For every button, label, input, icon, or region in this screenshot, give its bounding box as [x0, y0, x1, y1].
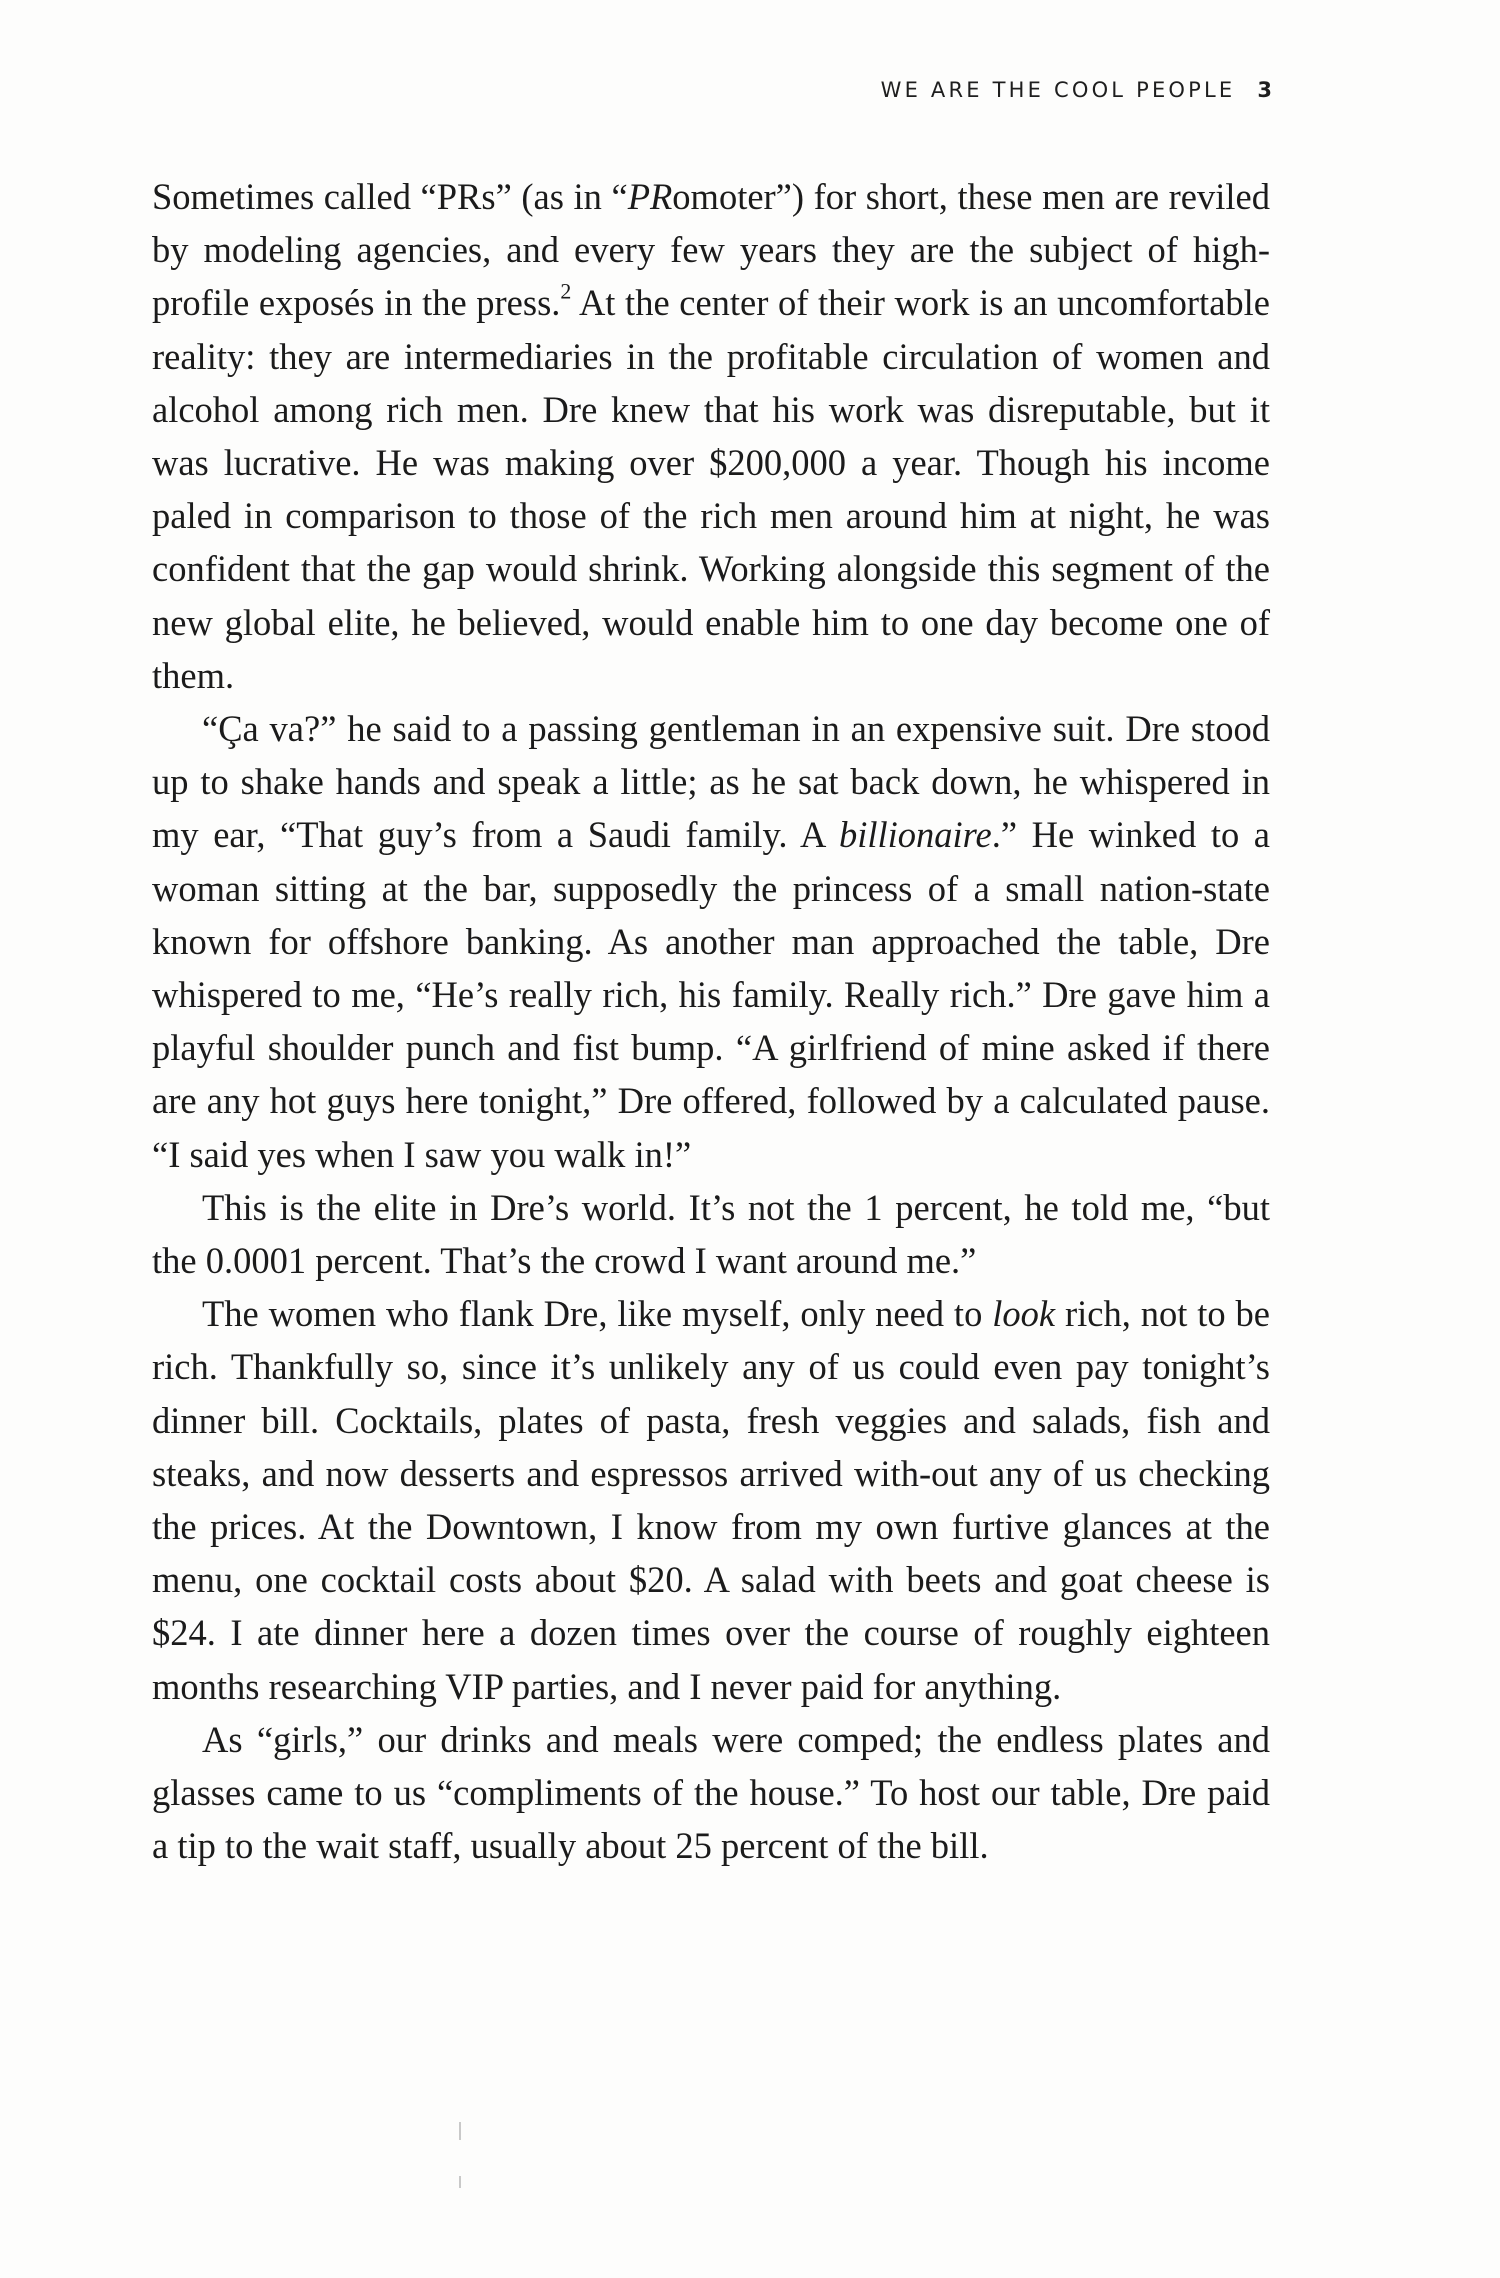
- paragraph-2-italic: billionaire: [838, 814, 992, 856]
- running-head: [881, 78, 1272, 102]
- footnote-marker[interactable]: 2: [560, 278, 572, 304]
- paragraph-5: As “girls,” our drinks and meals were comped; the endless plates and glasses came to us “compliments of the house.” To host our table, Dre paid a tip to the wait staff, usually about 25 percent of the bill.: [152, 1718, 1270, 1867]
- body-text: [152, 170, 1270, 1873]
- paragraph-4: [152, 1287, 1270, 1713]
- paragraph-1-text-a: Sometimes called “PRs” (as in “: [152, 176, 628, 217]
- page-number: 3: [1257, 78, 1272, 102]
- scan-mark: [459, 2176, 461, 2188]
- paragraph-4-italic: look: [992, 1293, 1056, 1335]
- paragraph-2-text-a: “Ça va?” he said to a passing gentleman in an expensive suit. Dre stood up to shake hands and speak a little; as he sat back down, he whispered in my ear, “That guy’s from a Saudi family. A: [152, 708, 1270, 856]
- paragraph-1-italic: PR: [627, 176, 673, 217]
- paragraph-2-text-b: .” He winked to a woman sitting at the bar, supposedly the princess of a small nation-state known for offshore banking. As another man approached the table, Dre whispered to me, “He’s really rich, his family. Really rich.” Dre gave him a playful shoulder punch and fist bump. “A girlfriend of mine asked if there are any hot guys here tonight,” Dre offered, followed by a calculated pause. “I said yes when I saw you walk in!”: [152, 814, 1270, 1175]
- paragraph-2: [152, 702, 1270, 1181]
- paragraph-1-text-b: omoter”) for short, these men are reviled by modeling agencies, and every few years they are the subject of high-profile exposés in the press.: [152, 176, 1270, 324]
- paragraph-1: [152, 170, 1270, 702]
- paragraph-1-text-c: At the center of their work is an uncomfortable reality: they are intermediaries in the profitable circulation of women and alcohol among rich men. Dre knew that his work was disreputable, but it was lucrative. He was making over $200,000 a year. Though his income paled in comparison to those of the rich men around him at night, he was confident that the gap would shrink. Working alongside this segment of the new global elite, he believed, would enable him to one day become one of them.: [152, 282, 1270, 696]
- paragraph-4-text-b: rich, not to be rich. Thankfully so, since it’s unlikely any of us could even pay tonight’s dinner bill. Cocktails, plates of pasta, fresh veggies and salads, fish and steaks, and now desserts and espressos arrived with-out any of us checking the prices. At the Downtown, I know from my own furtive glances at the menu, one cocktail costs about $20. A salad with beets and goat cheese is $24. I ate dinner here a dozen times over the course of roughly eighteen months researching VIP parties, and I never paid for anything.: [152, 1293, 1270, 1707]
- running-title: WE ARE THE COOL PEOPLE: [880, 78, 1236, 102]
- paragraph-3: This is the elite in Dre’s world. It’s not the 1 percent, he told me, “but the 0.0001 percent. That’s the crowd I want around me.”: [152, 1186, 1270, 1282]
- paragraph-4-text-a: The women who flank Dre, like myself, only need to: [202, 1293, 993, 1335]
- scan-mark: [459, 2122, 461, 2140]
